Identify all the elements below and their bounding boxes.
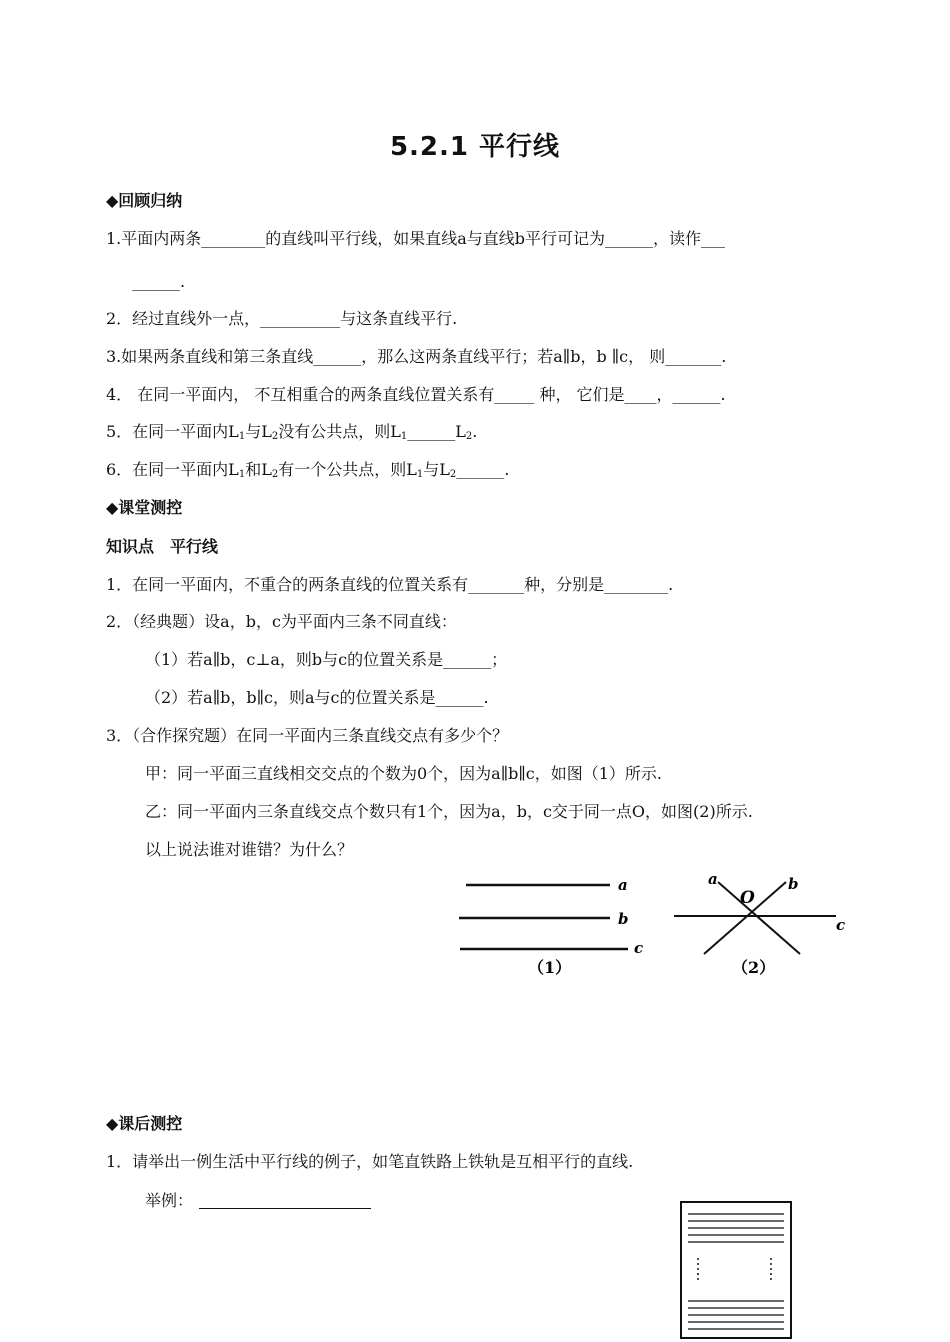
class-question-2-part-2: （2）若a∥b，b∥c，则a与c的位置关系是______. (145, 688, 489, 707)
example-answer-blank[interactable] (199, 1208, 371, 1209)
section-heading-review: ◆回顾归纳 (106, 191, 183, 210)
page-title: 5.2.1 平行线 (389, 132, 561, 162)
review-question-6: 6．在同一平面内$L_1$和$L_2$有一个公共点，则$L_1$与$L_2\_\_\_\_\_\_$. (106, 460, 510, 480)
label-c: c (836, 916, 846, 934)
class-question-2-part-1: （1）若a∥b，c⊥a，则b与c的位置关系是______； (145, 650, 508, 669)
label-c: c (634, 939, 644, 957)
class-question-1: 1．在同一平面内，不重合的两条直线的位置关系有_______种，分别是________. (106, 575, 674, 594)
label-b: b (788, 875, 799, 893)
class-question-3-yi: 乙：同一平面内三条直线交点个数只有1个，因为a，b，c交于同一点O，如图(2)所示. (145, 802, 753, 821)
example-label: 举例： (145, 1191, 194, 1210)
label-a: a (618, 876, 628, 894)
review-question-3: 3.如果两条直线和第三条直线______，那么这两条直线平行；若a∥b，b ∥c， 则_______. (106, 347, 727, 366)
class-question-2: 2．（经典题）设a，b，c为平面内三条不同直线： (106, 612, 457, 631)
figure-1-caption: （1） (528, 958, 572, 977)
section-heading-class-test: ◆课堂测控 (106, 498, 183, 517)
label-b: b (618, 910, 629, 928)
label-a: a (708, 870, 718, 888)
review-question-4: 4． 在同一平面内， 不互相重合的两条直线位置关系有_____ 种， 它们是____，______. (106, 385, 726, 404)
after-class-question-1: 1．请举出一例生活中平行线的例子，如笔直铁路上铁轨是互相平行的直线. (106, 1152, 634, 1171)
class-question-3: 3．（合作探究题）在同一平面内三条直线交点有多少个？ (106, 726, 509, 745)
class-question-3-ask: 以上说法谁对谁错？为什么？ (145, 840, 354, 859)
figure-2-concurrent-lines (668, 868, 853, 983)
review-question-2: 2．经过直线外一点，__________与这条直线平行. (106, 309, 458, 328)
review-question-1-continued: ______. (132, 272, 186, 291)
review-question-5: 5．在同一平面内$L_1$与$L_2$没有公共点，则$L_1\_\_\_\_\_\_L_2$. (106, 422, 478, 442)
class-question-3-jia: 甲：同一平面三直线相交交点的个数为0个，因为a∥b∥c，如图（1）所示. (145, 764, 662, 783)
figure-1-parallel-lines (450, 868, 660, 983)
figure-2-caption: （2） (732, 958, 776, 977)
review-question-1: 1.平面内两条________的直线叫平行线，如果直线a与直线b平行可记为______，读作___ (106, 229, 726, 248)
notebook-illustration (678, 1198, 796, 1340)
knowledge-point-heading: 知识点 平行线 (106, 537, 219, 556)
label-o: O (740, 888, 755, 908)
section-heading-after-class: ◆课后测控 (106, 1114, 183, 1133)
